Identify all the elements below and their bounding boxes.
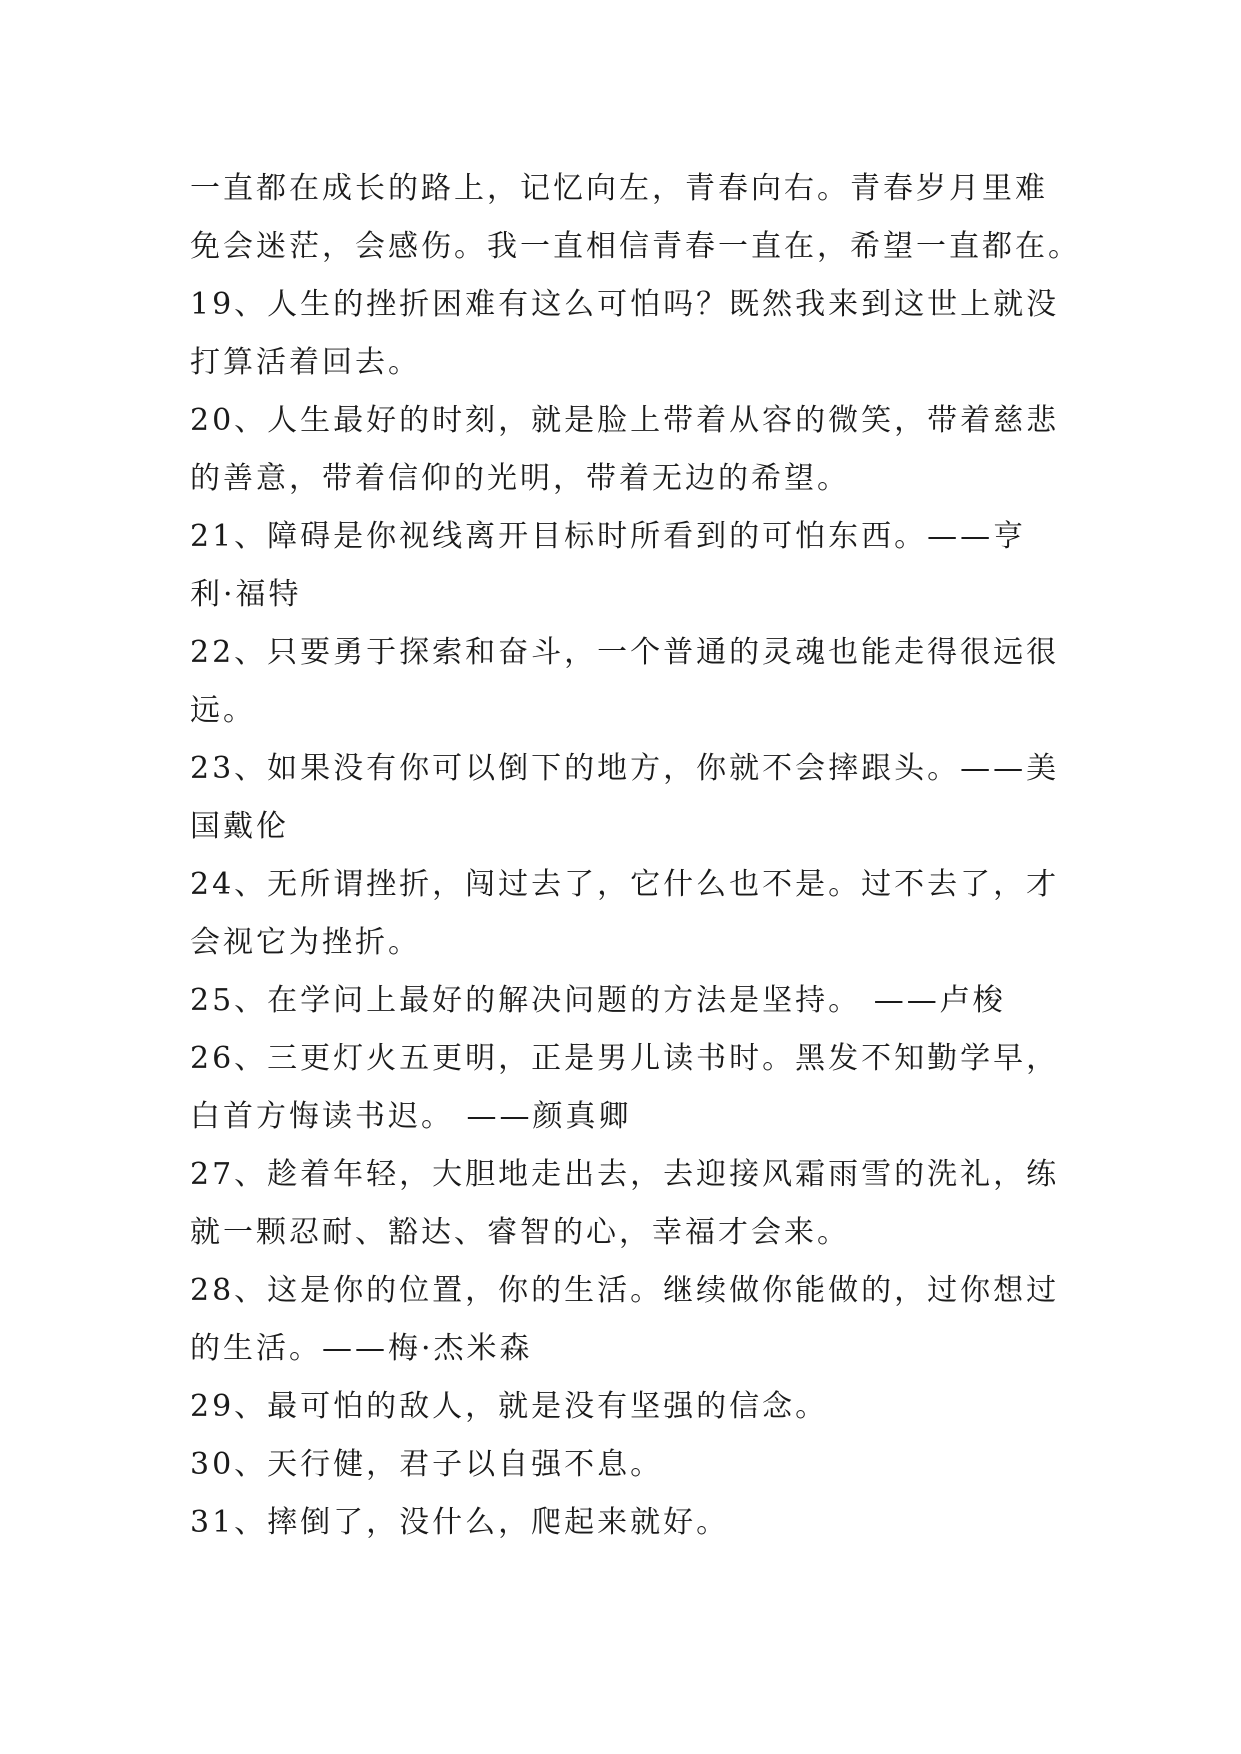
text-line: 28、这是你的位置，你的生活。继续做你能做的，过你想过 [190,1273,1060,1308]
text-line: 29、最可怕的敌人，就是没有坚强的信念。 [190,1389,829,1424]
quote-text-block [190,160,1081,1552]
text-line: 免会迷茫，会感伤。我一直相信青春一直在，希望一直都在。 [190,229,1081,264]
text-line: 19、人生的挫折困难有这么可怕吗？既然我来到这世上就没 [190,287,1060,322]
text-line: 27、趁着年轻，大胆地走出去，去迎接风霜雨雪的洗礼，练 [190,1157,1060,1192]
text-line: 23、如果没有你可以倒下的地方，你就不会摔跟头。——美 [190,751,1060,786]
text-line: 会视它为挫折。 [190,925,421,960]
text-line: 国戴伦 [190,809,289,844]
text-line: 31、摔倒了，没什么，爬起来就好。 [190,1505,730,1540]
text-line: 的生活。——梅·杰米森 [190,1331,533,1366]
text-line: 30、天行健，君子以自强不息。 [190,1447,664,1482]
text-line: 白首方悔读书迟。 ——颜真卿 [190,1099,632,1134]
text-line: 21、障碍是你视线离开目标时所看到的可怕东西。——亨 [190,519,1027,554]
text-line: 利·福特 [190,577,302,612]
text-line: 打算活着回去。 [190,345,421,380]
text-line: 24、无所谓挫折，闯过去了，它什么也不是。过不去了，才 [190,867,1060,902]
text-line: 的善意，带着信仰的光明，带着无边的希望。 [190,461,850,496]
text-line: 26、三更灯火五更明，正是男儿读书时。黑发不知勤学早， [190,1041,1060,1076]
text-line: 就一颗忍耐、豁达、睿智的心，幸福才会来。 [190,1215,850,1250]
text-line: 远。 [190,693,256,728]
text-line: 25、在学问上最好的解决问题的方法是坚持。 ——卢梭 [190,983,1006,1018]
text-line: 22、只要勇于探索和奋斗，一个普通的灵魂也能走得很远很 [190,635,1060,670]
text-line: 20、人生最好的时刻，就是脸上带着从容的微笑，带着慈悲 [190,403,1060,438]
text-line: 一直都在成长的路上，记忆向左，青春向右。青春岁月里难 [190,171,1048,206]
